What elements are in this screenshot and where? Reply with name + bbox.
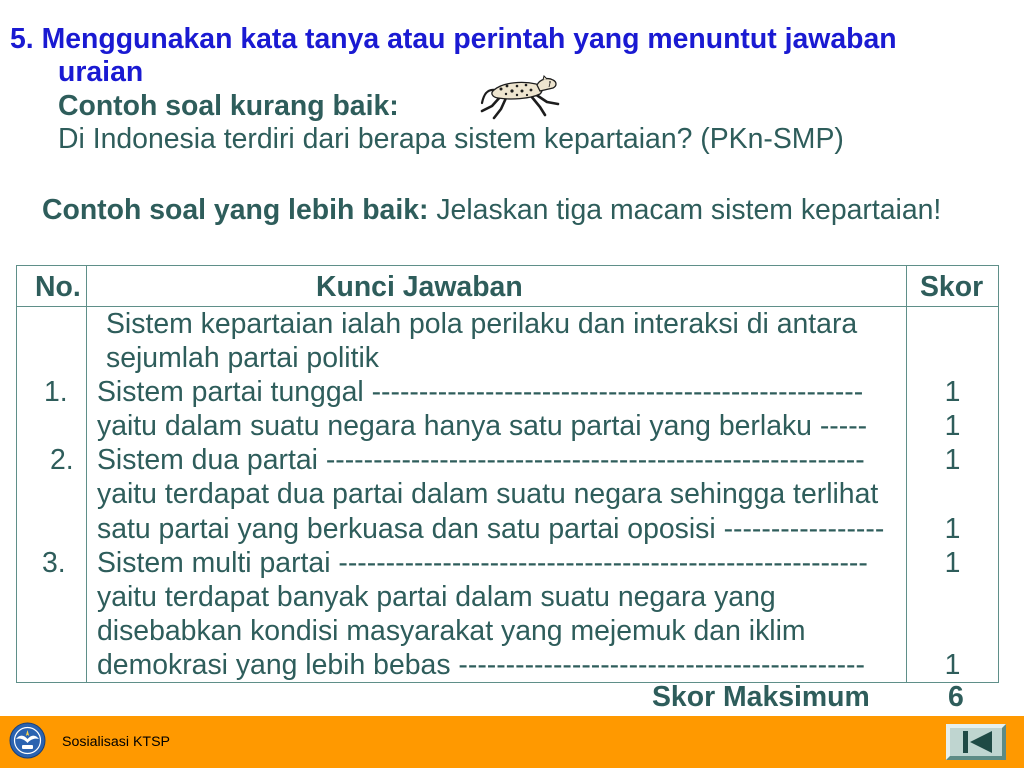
row-score: 1: [944, 376, 961, 409]
row-score: [907, 614, 998, 648]
first-slide-icon: [946, 724, 1006, 760]
table-row: [17, 375, 998, 409]
footer-label: Sosialisasi KTSP: [62, 734, 171, 750]
table-row: [17, 443, 998, 477]
table-row: [17, 409, 998, 443]
table-row: [17, 648, 998, 682]
table-row: [17, 512, 998, 546]
row-answer-text: Sistem partai tunggal ----------------------------------------------------: [87, 375, 907, 409]
table-row: [17, 614, 998, 648]
table-row: [17, 546, 998, 580]
answer-key-table: [16, 265, 999, 683]
header-answer-key: Kunci Jawaban: [87, 266, 907, 306]
row-score: [907, 477, 998, 511]
row-score: [907, 580, 998, 614]
row-answer-text: yaitu terdapat banyak partai dalam suatu negara yang: [87, 580, 907, 614]
row-number: 3.: [17, 546, 87, 580]
row-score: [907, 307, 998, 341]
first-slide-button[interactable]: [946, 724, 1006, 760]
row-answer-text: disebabkan kondisi masyarakat yang mejemuk dan iklim: [87, 614, 907, 648]
row-number: [17, 307, 87, 341]
row-score: 1: [944, 546, 961, 579]
slide-heading-continued: uraian: [58, 56, 144, 89]
row-number: [17, 614, 87, 648]
row-answer-text: sejumlah partai politik: [87, 341, 907, 375]
row-number: [17, 512, 87, 546]
table-row: [17, 477, 998, 511]
good-example-label: Contoh soal yang lebih baik:: [42, 193, 429, 226]
row-score: 1: [944, 444, 961, 477]
row-number: [17, 409, 87, 443]
slide-heading: 5. Menggunakan kata tanya atau perintah yang menuntut jawaban: [10, 23, 897, 55]
row-answer-text: Sistem multi partai --------------------------------------------------------: [87, 546, 907, 580]
max-score-label: Skor Maksimum: [652, 681, 870, 713]
footer-bar: [0, 716, 1024, 768]
row-score: 1: [944, 512, 961, 545]
good-example-line: [42, 194, 941, 227]
row-answer-text: yaitu terdapat dua partai dalam suatu negara sehingga terlihat: [87, 477, 907, 511]
header-no: No.: [17, 266, 87, 306]
table-row: [17, 580, 998, 614]
row-answer-text: Sistem dua partai ---------------------------------------------------------: [87, 443, 907, 477]
header-score: Skor: [920, 271, 984, 303]
bad-example-label: Contoh soal kurang baik:: [58, 89, 399, 122]
tut-wuri-handayani-logo-icon: [9, 722, 46, 759]
table-header-row: [17, 266, 998, 307]
row-answer-text: satu partai yang berkuasa dan satu partai oposisi -----------------: [87, 512, 907, 546]
row-score: 1: [944, 410, 961, 443]
row-answer-text: demokrasi yang lebih bebas -------------------------------------------: [87, 648, 907, 682]
row-number: [17, 341, 87, 375]
table-row: [17, 307, 998, 341]
table-row: [17, 341, 998, 375]
row-answer-text: Sistem kepartaian ialah pola perilaku dan interaksi di antara: [87, 307, 907, 341]
max-score-value: 6: [948, 681, 964, 713]
row-answer-text: yaitu dalam suatu negara hanya satu partai yang berlaku -----: [87, 409, 907, 443]
row-number: [17, 477, 87, 511]
row-number: [17, 648, 87, 682]
cheetah-icon: [479, 73, 563, 121]
bad-example-question: Di Indonesia terdiri dari berapa sistem kepartaian? (PKn-SMP): [58, 123, 844, 156]
good-example-question: Jelaskan tiga macam sistem kepartaian!: [436, 193, 942, 226]
row-number: [17, 580, 87, 614]
row-number: 1.: [17, 375, 87, 409]
row-score: [907, 341, 998, 375]
row-score: 1: [944, 648, 961, 681]
row-number: 2.: [17, 443, 87, 477]
